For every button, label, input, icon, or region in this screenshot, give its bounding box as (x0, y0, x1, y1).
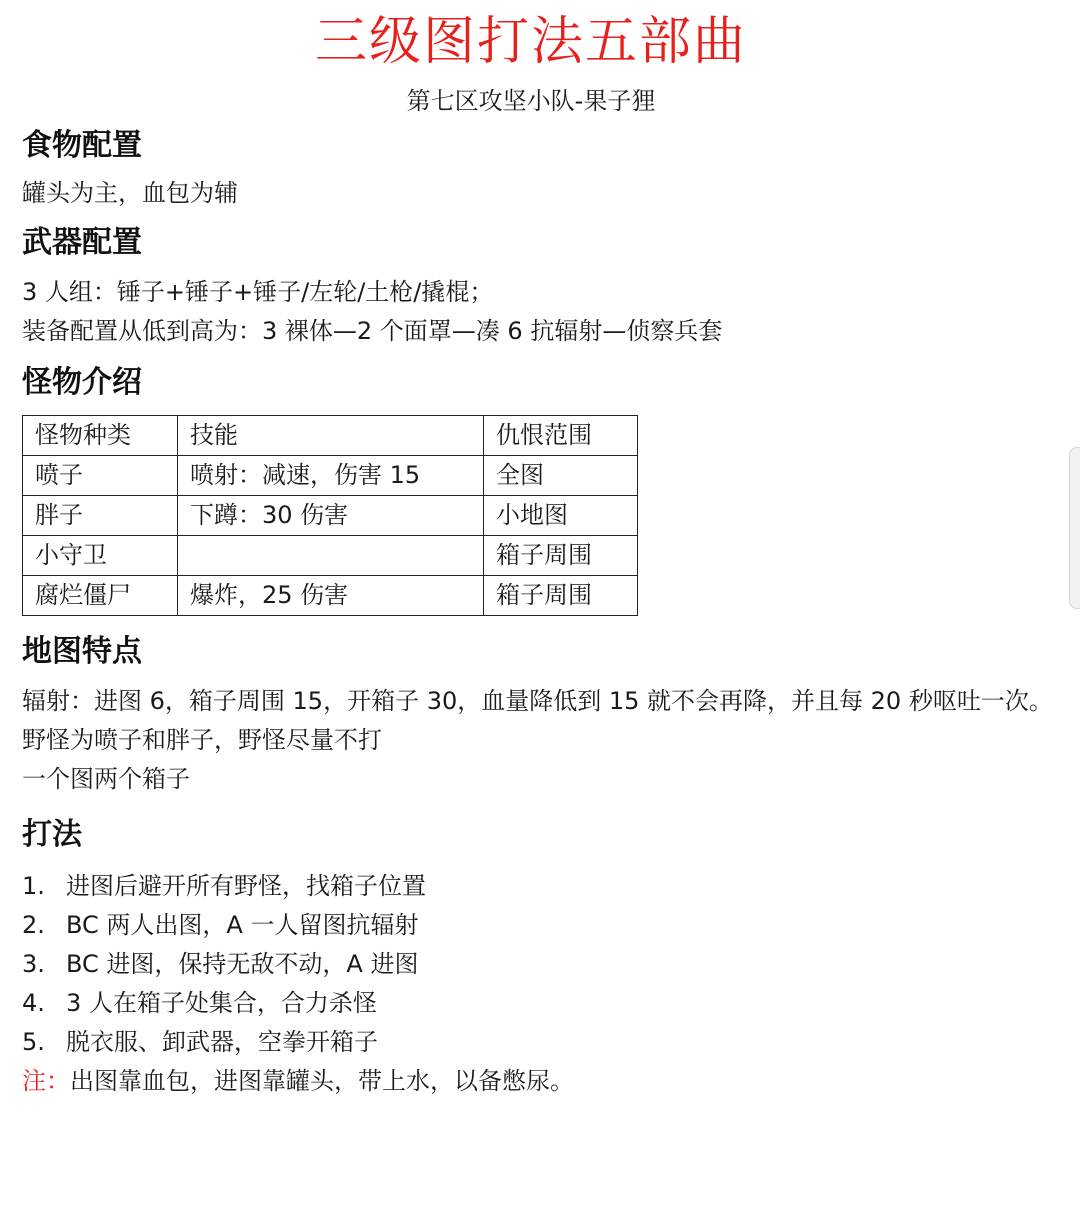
table-cell: 胖子 (23, 496, 178, 536)
table-row (23, 576, 638, 616)
table-cell: 喷射：减速，伤害 15 (178, 456, 484, 496)
map-text (22, 682, 1062, 799)
weapon-line: 装备配置从低到高为：3 裸体—2 个面罩—凑 6 抗辐射—侦察兵套 (22, 317, 723, 345)
table-cell: 爆炸，25 伤害 (178, 576, 484, 616)
list-text: 脱衣服、卸武器，空拳开箱子 (66, 1028, 378, 1056)
table-header-cell: 仇恨范围 (484, 416, 638, 456)
list-text: 3 人在箱子处集合，合力杀怪 (66, 989, 377, 1017)
table-cell: 全图 (484, 456, 638, 496)
document-page (22, 0, 1062, 1101)
list-item (22, 984, 1062, 1023)
list-item (22, 1023, 1062, 1062)
note-text: 出图靠血包，进图靠罐头，带上水，以备憋尿。 (70, 1067, 574, 1095)
tactics-heading: 打法 (22, 817, 82, 852)
map-line: 辐射：进图 6，箱子周围 15，开箱子 30，血量降低到 15 就不会再降，并且每 20 秒呕吐一次。 (22, 687, 1053, 715)
list-text: 进图后避开所有野怪，找箱子位置 (66, 872, 426, 900)
note (22, 1062, 1062, 1101)
list-number: 1. (22, 872, 45, 900)
table-cell: 小地图 (484, 496, 638, 536)
table-row (23, 536, 638, 576)
weapon-heading: 武器配置 (22, 225, 142, 260)
weapon-line: 3 人组：锤子+锤子+锤子/左轮/土枪/撬棍； (22, 278, 494, 306)
table-header-row (23, 416, 638, 456)
list-item (22, 945, 1062, 984)
monster-table (22, 415, 638, 616)
list-item (22, 906, 1062, 945)
table-cell: 下蹲：30 伤害 (178, 496, 484, 536)
map-heading: 地图特点 (22, 634, 142, 669)
table-cell: 箱子周围 (484, 576, 638, 616)
table-cell: 喷子 (23, 456, 178, 496)
list-text: BC 进图，保持无敌不动，A 进图 (66, 950, 419, 978)
page-title: 三级图打法五部曲 (314, 12, 747, 72)
food-text: 罐头为主，血包为辅 (22, 179, 238, 207)
map-line: 一个图两个箱子 (22, 765, 190, 793)
note-label: 注： (22, 1067, 70, 1095)
table-cell: 腐烂僵尸 (23, 576, 178, 616)
table-cell: 箱子周围 (484, 536, 638, 576)
list-number: 5. (22, 1028, 45, 1056)
weapon-text (22, 273, 1062, 351)
table-header-cell: 怪物种类 (23, 416, 178, 456)
table-row (23, 496, 638, 536)
food-heading: 食物配置 (22, 128, 142, 163)
list-item (22, 867, 1062, 906)
page-subtitle: 第七区攻坚小队-果子狸 (406, 87, 656, 115)
monster-heading: 怪物介绍 (22, 365, 142, 400)
table-header-cell: 技能 (178, 416, 484, 456)
list-number: 2. (22, 911, 45, 939)
map-line: 野怪为喷子和胖子，野怪尽量不打 (22, 726, 382, 754)
table-cell (178, 536, 484, 576)
table-cell: 小守卫 (23, 536, 178, 576)
list-number: 4. (22, 989, 45, 1017)
list-text: BC 两人出图，A 一人留图抗辐射 (66, 911, 419, 939)
scroll-handle[interactable] (1069, 447, 1080, 609)
list-number: 3. (22, 950, 45, 978)
tactics-list (22, 867, 1062, 1062)
table-row (23, 456, 638, 496)
